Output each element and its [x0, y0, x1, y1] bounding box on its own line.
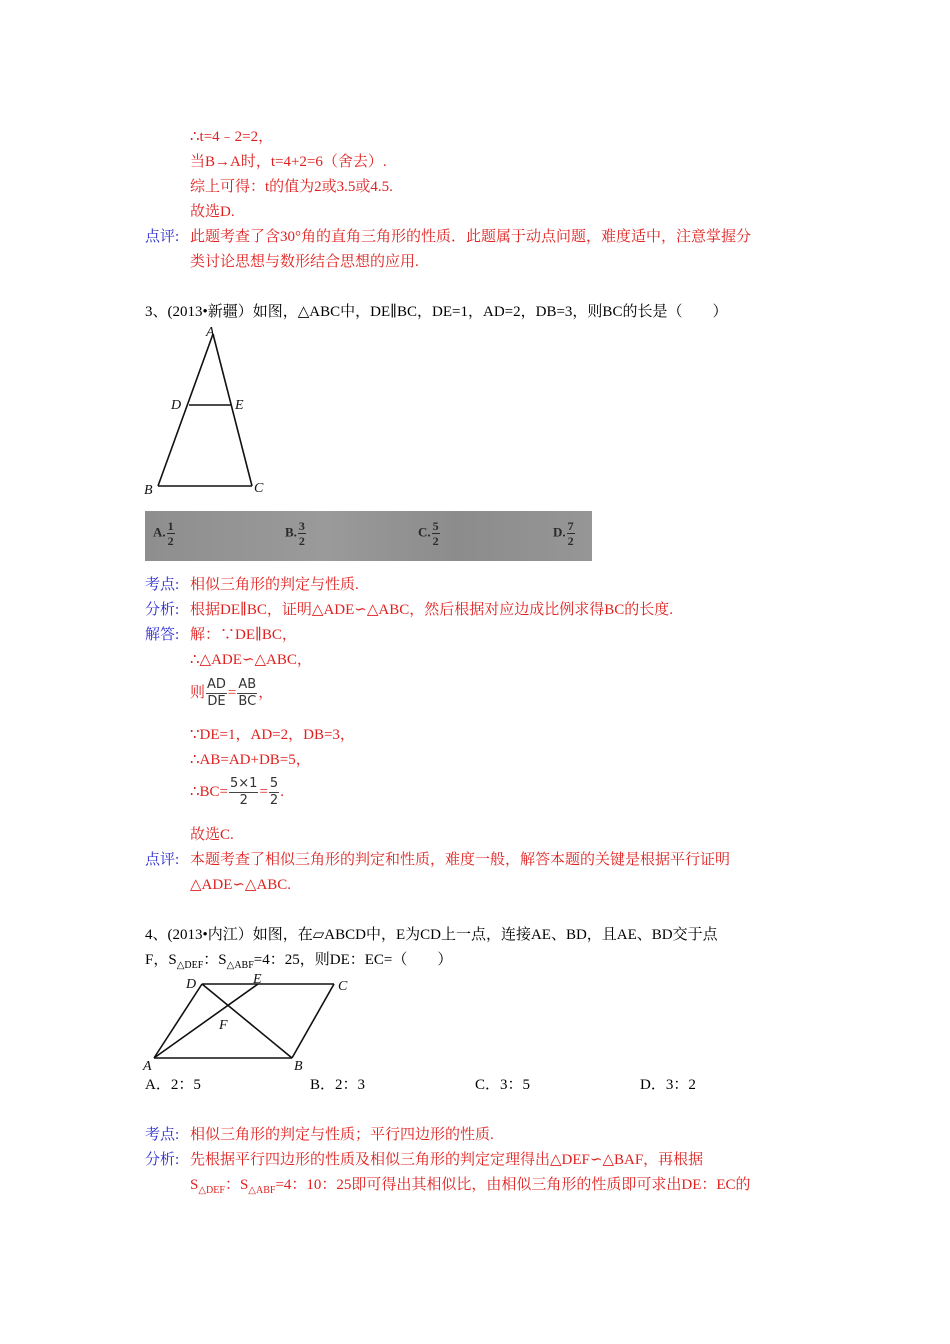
q3-label-d: D — [171, 398, 182, 413]
q4-label-d: D — [186, 977, 197, 992]
q4-label-a: A — [143, 1059, 152, 1074]
prev-dianping-1: 此题考查了含30°角的直角三角形的性质．此题属于动点问题，难度适中，注意掌握分 — [190, 229, 752, 245]
q4-label-b: B — [294, 1059, 303, 1074]
prev-line-1: ∴t=4﹣2=2， — [190, 129, 274, 145]
q4-fenxi-1: 先根据平行四边形的性质及相似三角形的判定定理得出△DEF∽△BAF，再根据 — [190, 1152, 704, 1168]
q4-kaodian: 相似三角形的判定与性质；平行四边形的性质. — [190, 1127, 494, 1143]
prev-line-4: 故选D. — [190, 204, 235, 220]
q3-fenxi-label: 分析: — [145, 602, 180, 618]
q3-jieda-1: 解：∵DE∥BC， — [190, 627, 297, 643]
q3-options-image — [145, 511, 592, 561]
q3-dianping-2: △ADE∽△ABC. — [190, 877, 292, 893]
q4-option-d[interactable]: D．3：2 — [640, 1077, 696, 1093]
q4-label-e: E — [253, 972, 262, 987]
q3-stem: 3、(2013•新疆）如图，△ABC中，DE∥BC，DE=1，AD=2，DB=3，则BC的长是（ ） — [145, 304, 728, 320]
q3-dianping-label: 点评: — [145, 852, 180, 868]
q3-jieda-6: ∴BC= $\frac{5\times 1}{2}$ = $\frac{5}{2}$ . — [190, 776, 284, 808]
q3-dianping-1: 本题考查了相似三角形的判定和性质，难度一般，解答本题的关键是根据平行证明 — [190, 852, 731, 868]
q4-stem-2: F，$S_{\triangle DEF}$：$S_{\triangle ABF}=4$：25，则DE：EC=（ ） — [145, 952, 453, 971]
q3-jieda-2: ∴△ADE∽△ABC， — [190, 652, 312, 668]
q4-label-c: C — [338, 979, 348, 994]
prev-dianping-label: 点评: — [145, 229, 180, 245]
q3-jieda-3: 则 $\frac{AD}{DE}$ = $\frac{AB}{BC}$ ， — [190, 677, 274, 709]
q3-option-b[interactable]: B. $\frac{3}{2}$ — [285, 519, 305, 548]
q3-option-d[interactable]: D. $\frac{7}{2}$ — [553, 519, 574, 548]
q4-fenxi-label: 分析: — [145, 1152, 180, 1168]
q4-option-a[interactable]: A．2：5 — [145, 1077, 201, 1093]
q4-parallelogram-figure — [140, 970, 370, 1078]
q4-option-c[interactable]: C．3：5 — [475, 1077, 531, 1093]
q3-kaodian: 相似三角形的判定与性质. — [190, 577, 359, 593]
q4-kaodian-label: 考点: — [145, 1127, 180, 1143]
q4-stem-1: 4、(2013•内江）如图，在▱ABCD中，E为CD上一点，连接AE、BD，且AE、BD交于点 — [145, 927, 718, 943]
q3-label-c: C — [254, 481, 264, 496]
q4-fenxi-2: $S_{\triangle DEF}$：$S_{\triangle ABF}=4$：10：25即可得出其相似比，由相似三角形的性质即可求出DE：EC的 — [190, 1177, 751, 1196]
q3-label-b: B — [144, 483, 153, 498]
q3-jieda-4: ∵DE=1，AD=2，DB=3， — [190, 727, 355, 743]
q3-label-e: E — [235, 398, 244, 413]
q3-fenxi: 根据DE∥BC，证明△ADE∽△ABC，然后根据对应边成比例求得BC的长度. — [190, 602, 674, 618]
q3-kaodian-label: 考点: — [145, 577, 180, 593]
q3-jieda-7: 故选C. — [190, 827, 234, 843]
q3-option-c[interactable]: C. $\frac{5}{2}$ — [418, 519, 439, 548]
q3-option-a[interactable]: A. $\frac{1}{2}$ — [153, 519, 174, 548]
q4-label-f: F — [219, 1018, 228, 1033]
q4-option-b[interactable]: B．2：3 — [310, 1077, 366, 1093]
prev-line-3: 综上可得：t的值为2或3.5或4.5. — [190, 179, 393, 195]
prev-line-2: 当B→A时，t=4+2=6（舍去）. — [190, 154, 387, 170]
q3-jieda-label: 解答: — [145, 627, 180, 643]
q3-jieda-5: ∴AB=AD+DB=5， — [190, 752, 311, 768]
q3-label-a: A — [206, 325, 215, 340]
prev-dianping-2: 类讨论思想与数形结合思想的应用. — [190, 254, 419, 270]
q3-triangle-figure — [140, 324, 280, 500]
